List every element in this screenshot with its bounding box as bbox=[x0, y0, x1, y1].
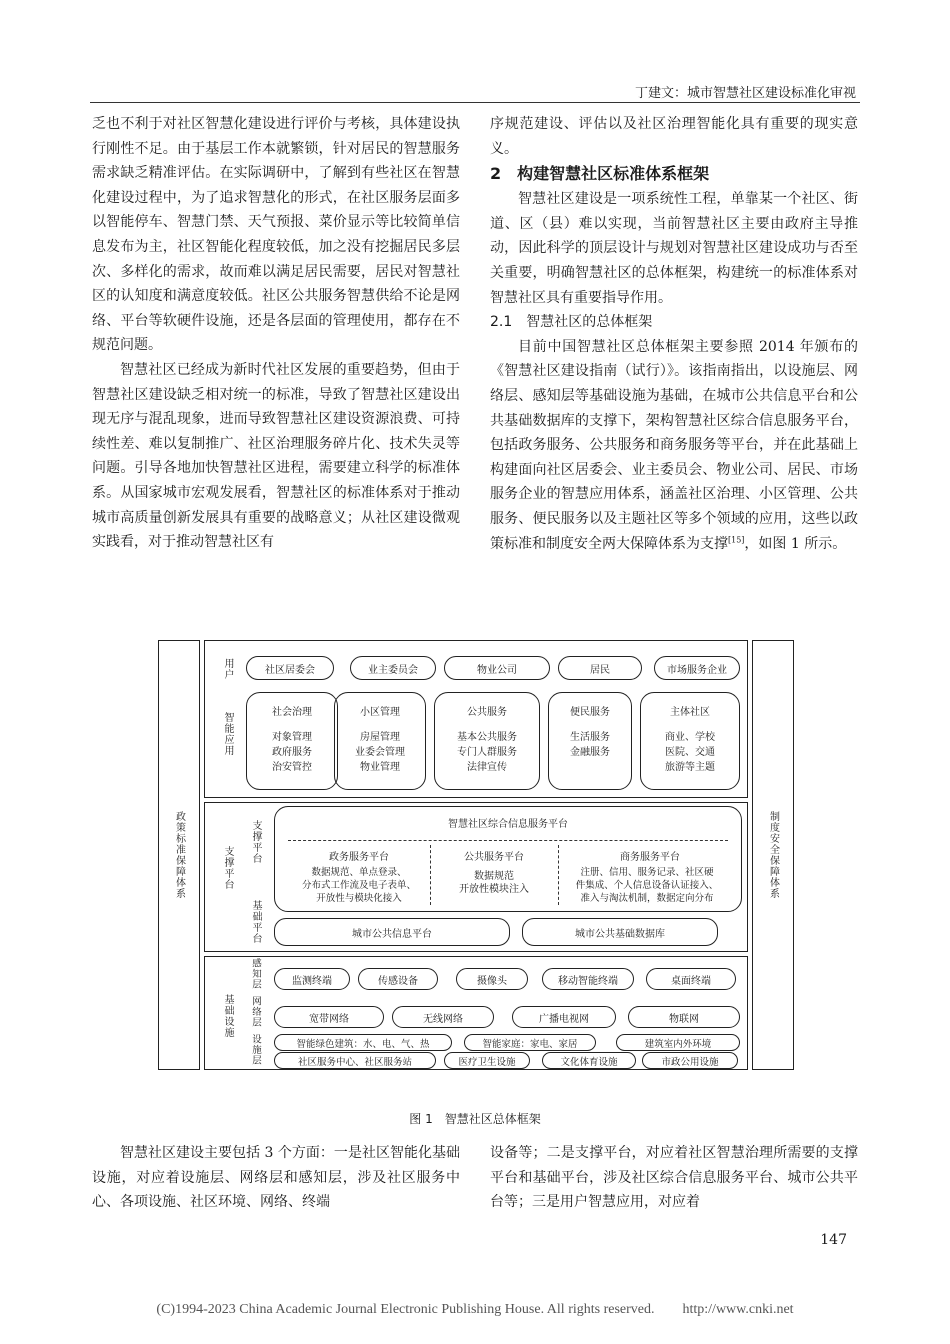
left-column bbox=[92, 112, 460, 555]
perception-box: 监测终端 bbox=[274, 968, 350, 990]
user-box: 社区居委会 bbox=[246, 656, 334, 680]
app-box bbox=[246, 692, 338, 790]
base-platform-box: 城市公共基础数据库 bbox=[522, 918, 718, 946]
right-column bbox=[490, 112, 858, 556]
support-sub-label: 支撑平台 bbox=[250, 820, 261, 864]
app-items: 基本公共服务 专门人群服务 法律宣传 bbox=[457, 732, 517, 773]
facility-box: 智能绿色建筑：水、电、气、热 bbox=[274, 1034, 452, 1051]
security-guarantee-label: 制度安全保障体系 bbox=[767, 811, 779, 899]
integrated-platform-title: 智慧社区综合信息服务平台 bbox=[448, 819, 568, 830]
policy-guarantee-label: 政策标准保障体系 bbox=[173, 811, 185, 899]
citation-ref: [15] bbox=[728, 534, 745, 544]
base-sub-label: 基础平台 bbox=[250, 900, 261, 944]
app-title: 小区管理 bbox=[360, 707, 400, 718]
support-label: 支撑平台 bbox=[222, 846, 233, 890]
app-items: 商业、学校 医院、交通 旅游等主题 bbox=[665, 732, 715, 773]
app-items: 房屋管理 业委会管理 物业管理 bbox=[355, 732, 405, 773]
app-box bbox=[548, 692, 632, 790]
app-title: 便民服务 bbox=[570, 707, 610, 718]
base-platform-box: 城市公共信息平台 bbox=[274, 918, 510, 946]
running-header bbox=[90, 80, 860, 103]
subsection-title: 2.1 智慧社区的总体框架 bbox=[490, 314, 653, 331]
platform-items: 数据规范 开放性模块注入 bbox=[459, 871, 529, 895]
dashed-divider bbox=[288, 840, 728, 841]
facility-box: 市政公用设施 bbox=[642, 1052, 738, 1069]
perception-label: 感知层 bbox=[250, 958, 261, 990]
app-box bbox=[434, 692, 540, 790]
users-label: 用户 bbox=[222, 658, 233, 680]
left-para-2: 智慧社区已经成为新时代社区发展的重要趋势，但由于智慧社区建设缺乏相对统一的标准，导致了智慧社区建设出现无序与混乱现象，进而导致智慧社区建设资源浪费、可持续性差、难以复制推广、社区治理服务碎片化、技术失灵等问题。引导各地加快智慧社区进程，需要建立科学的标准体系。从国家城市宏观发展看，智慧社区的标准体系对于推动城市高质量创新发展具有重要的战略意义；从社区建设微观实践看，对于推动智慧社区有 bbox=[92, 361, 460, 551]
section-title: 2 构建智慧社区标准体系框架 bbox=[490, 164, 710, 184]
figure-caption: 图 1 智慧社区总体框架 bbox=[409, 1112, 541, 1126]
app-title: 主体社区 bbox=[670, 707, 710, 718]
platform-title: 商务服务平台 bbox=[620, 852, 680, 863]
platform-title: 政务服务平台 bbox=[329, 852, 389, 863]
apps-label: 智能应用 bbox=[222, 712, 233, 756]
network-box: 广播电视网 bbox=[512, 1006, 616, 1028]
facility-label: 设施层 bbox=[250, 1034, 261, 1066]
network-box: 物联网 bbox=[628, 1006, 740, 1028]
facility-box: 建筑室内外环境 bbox=[616, 1034, 740, 1051]
infra-label: 基础设施 bbox=[222, 994, 233, 1038]
page-number: 147 bbox=[820, 1232, 847, 1248]
para3-end: ，如图 1 所示。 bbox=[744, 535, 847, 552]
right-para-2: 智慧社区建设是一项系统性工程，单靠某一个社区、街道、区（县）难以实现，当前智慧社区主要由政府主导推动，因此科学的顶层设计与规划对智慧社区建设成功与否至关重要，明确智慧社区的总体框架，构建统一的标准体系对智慧社区具有重要指导作用。 bbox=[490, 191, 858, 306]
app-title: 社会治理 bbox=[272, 707, 312, 718]
facility-box: 智能家庭：家电、家居 bbox=[464, 1034, 596, 1051]
framework-figure bbox=[158, 640, 794, 1070]
app-title: 公共服务 bbox=[467, 707, 507, 718]
right-para-1: 序规范建设、评估以及社区治理智能化具有重要的现实意义。 bbox=[490, 116, 858, 157]
perception-box: 桌面终端 bbox=[646, 968, 736, 990]
facility-box: 文化体育设施 bbox=[542, 1052, 636, 1069]
app-items: 对象管理 政府服务 治安管控 bbox=[272, 732, 312, 773]
network-label: 网络层 bbox=[250, 996, 261, 1028]
platform-items: 注册、信用、服务记录、社区硬 件集成、个人信息设备认证接入、 准入与淘汰机制，数据定向分布 bbox=[575, 867, 719, 904]
facility-box: 医疗卫生设施 bbox=[444, 1052, 530, 1069]
perception-box: 摄像头 bbox=[456, 968, 528, 990]
left-para-1: 乏也不利于对社区智慧化建设进行评价与考核，具体建设执行刚性不足。由于基层工作本就繁锁，针对居民的智慧服务需求缺乏精准评估。在实际调研中，了解到有些社区在智慧化建设过程中，为了追求智慧化的形式，在社区服务层面多以智能停车、智慧门禁、天气预报、菜价显示等比较简单信息发布为主，社区智能化程度较低，加之没有挖掘居民多层次、多样化的需求，故而难以满足居民需要，居民对智慧社区的认知度和满意度较低。社区公共服务智慧供给不论是网络、平台等软硬件设施，还是各层面的管理使用，都存在不规范问题。 bbox=[92, 116, 460, 354]
facility-box: 社区服务中心、社区服务站 bbox=[274, 1052, 436, 1069]
para3-text: 目前中国智慧社区总体框架主要参照 2014 年颁布的《智慧社区建设指南（试行）》。该指南指出，以设施层、网络层、感知层等基础设施为基础，在城市公共信息平台和公共基础数据库的支撑下，架构智慧社区综合信息服务平台，包括政务服务、公共服务和商务服务等平台，并在此基础上构建面向社区居委会、业主委员会、物业公司、居民、市场服务企业的智慧应用体系，涵盖社区治理、小区管理、公共服务、便民服务以及主题社区等多个领域的应用，这些以政策标准和制度安全两大保障体系为支撑 bbox=[490, 338, 858, 552]
perception-box: 传感设备 bbox=[358, 968, 438, 990]
app-box bbox=[640, 692, 740, 790]
running-title: 丁建文：城市智慧社区建设标准化审视 bbox=[634, 86, 856, 101]
platform-items: 数据规范、单点登录、 分布式工作流及电子表单、 开放性与模块化接入 bbox=[301, 867, 416, 904]
app-items: 生活服务 金融服务 bbox=[570, 732, 610, 758]
app-box bbox=[334, 692, 426, 790]
network-box: 无线网络 bbox=[392, 1006, 494, 1028]
bottom-left-para: 智慧社区建设主要包括 3 个方面：一是社区智能化基础设施，对应着设施层、网络层和感知层，涉及社区服务中心、各项设施、社区环境、网络、终端 bbox=[92, 1145, 460, 1211]
bottom-right-para: 设备等；二是支撑平台，对应着社区智慧治理所需要的支撑平台和基础平台，涉及社区综合信息服务平台、城市公共平台等；三是用户智慧应用，对应着 bbox=[490, 1145, 858, 1211]
perception-box: 移动智能终端 bbox=[542, 968, 634, 990]
user-box: 物业公司 bbox=[444, 656, 550, 680]
user-box: 居民 bbox=[558, 656, 642, 680]
platform-title: 公共服务平台 bbox=[464, 852, 524, 863]
user-box: 业主委员会 bbox=[350, 656, 436, 680]
right-para-3 bbox=[490, 335, 858, 556]
user-box: 市场服务企业 bbox=[654, 656, 740, 680]
network-box: 宽带网络 bbox=[274, 1006, 384, 1028]
copyright-footer: (C)1994-2023 China Academic Journal Electronic Publishing House. All rights reserved. http://www.cnki.net bbox=[156, 1302, 794, 1317]
